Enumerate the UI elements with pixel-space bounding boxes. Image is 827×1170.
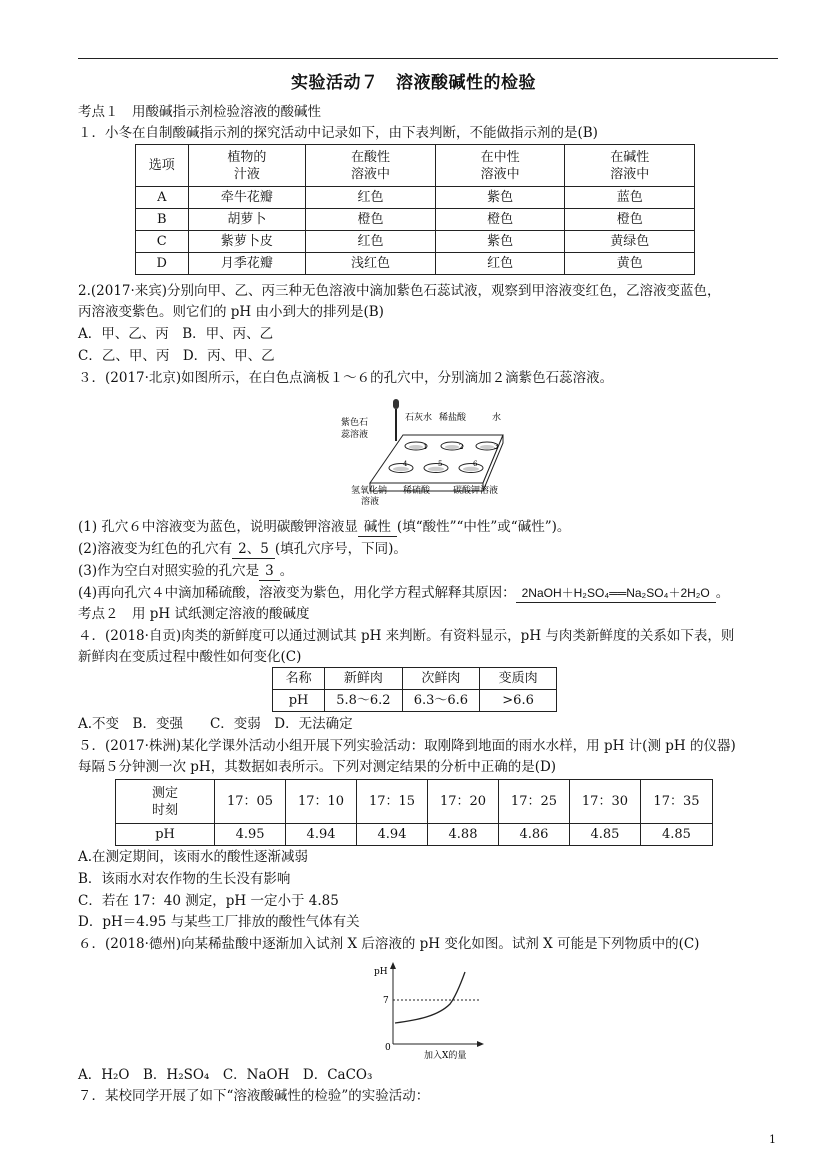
q3-1-tail: (填“酸性”“中性”或“碱性”)。 (396, 519, 571, 535)
indicator-table-header (136, 145, 695, 187)
table-cell: pH (273, 690, 325, 712)
table-cell: 浅红色 (306, 253, 436, 275)
page-title: 实验活动７ 溶液酸碱性的检验 (291, 73, 536, 93)
table-cell: 变质肉 (480, 668, 557, 690)
table-cell: 红色 (435, 253, 565, 275)
tick-7: 7 (383, 996, 389, 1006)
q3-2-text: (2)溶液变为红色的孔穴有 (78, 541, 233, 557)
table-cell: 17：35 (640, 780, 712, 824)
answer-blank: 碱性 (358, 518, 397, 537)
question-5-option-c: C．若在 17：40 测定，pH 一定小于 4.85 (78, 893, 339, 909)
question-3-part-3 (78, 562, 293, 581)
dropper-bulb (393, 399, 399, 409)
hole-label-5: 5 (438, 460, 443, 468)
table-cell: 蓝色 (565, 187, 695, 209)
table-cell: C (136, 231, 189, 253)
label-naoh-1: 氢氧化钠 (351, 486, 388, 496)
label-litmus-1: 紫色石 (341, 418, 369, 428)
table-cell: 紫色 (435, 187, 565, 209)
question-1: １．小冬在自制酸碱指示剂的探究活动中记录如下，由下表判断，不能做指示剂的是(B) (78, 125, 598, 141)
q3-3-tail: 。 (279, 563, 294, 579)
table-cell: 黄色 (565, 253, 695, 275)
label-h2so4: 稀硫酸 (403, 486, 431, 496)
hole-label-1: 1 (423, 443, 428, 451)
spot-plate-figure (335, 395, 510, 505)
section-heading-2: 考点２ 用 pH 试纸测定溶液的酸碱度 (78, 606, 310, 622)
label-naoh-2: 溶液 (361, 497, 380, 505)
table-cell: 17：20 (428, 780, 499, 824)
table-cell: 橙色 (306, 209, 436, 231)
label-hcl: 稀盐酸 (439, 413, 467, 423)
table-row (136, 253, 695, 275)
question-4-options: A.不变 B．变强 C．变弱 D．无法确定 (78, 716, 353, 732)
hole-label-2: 2 (459, 443, 464, 451)
header-cell: 在酸性 溶液中 (306, 145, 436, 187)
ph-curve (395, 972, 465, 1023)
table-cell: 月季花瓣 (188, 253, 306, 275)
table-cell: A (136, 187, 189, 209)
table-cell: 红色 (306, 187, 436, 209)
table-row (136, 187, 695, 209)
y-axis-arrow (390, 962, 396, 969)
question-2-options-2: C．乙、甲、丙 D．丙、甲、乙 (78, 348, 275, 364)
table-cell: 4.94 (357, 824, 428, 846)
question-6: ６．(2018·德州)向某稀盐酸中逐渐加入试剂 X 后溶液的 pH 变化如图。试剂 X 可能是下列物质中的(C) (78, 936, 700, 952)
hole-1-liquid (409, 445, 423, 449)
question-2-options-1: A．甲、乙、丙 B．甲、丙、乙 (78, 326, 274, 342)
header-cell: 测定 时刻 (116, 780, 215, 824)
y-axis-label: pH (374, 967, 388, 977)
table-cell: 17：30 (569, 780, 640, 824)
question-7: ７．某校同学开展了如下“溶液酸碱性的检验”的实验活动： (78, 1088, 430, 1104)
x-axis-arrow (477, 1041, 484, 1047)
section-heading-1: 考点１ 用酸碱指示剂检验溶液的酸碱性 (78, 104, 321, 120)
question-3-part-2 (78, 540, 407, 559)
table-cell: 4.85 (640, 824, 712, 846)
table-cell: 黄绿色 (565, 231, 695, 253)
table-row (116, 824, 713, 846)
header-cell: 选项 (136, 145, 189, 187)
hole-label-3: 3 (494, 443, 499, 451)
table-cell: 5.8～6.2 (325, 690, 403, 712)
question-4-line-2: 新鲜肉在变质过程中酸性如何变化(C) (78, 649, 302, 665)
question-5-line-1: ５．(2017·株洲)某化学课外活动小组开展下列实验活动：取刚降到地面的雨水水样，用 pH 计(测 pH 的仪器) (78, 738, 736, 754)
q3-2-tail: (填孔穴序号，下同)。 (274, 541, 407, 557)
table-cell: 名称 (273, 668, 325, 690)
label-water: 水 (492, 413, 502, 423)
question-5-line-2: 每隔５分钟测一次 pH，其数据如表所示。下列对测定结果的分析中正确的是(D) (78, 759, 557, 775)
table-cell: 4.94 (286, 824, 357, 846)
label-limewater: 石灰水 (405, 413, 433, 423)
label-litmus-2: 蕊溶液 (341, 430, 369, 440)
question-5-option-a: A.在测定期间，该雨水的酸性逐渐减弱 (78, 849, 309, 865)
table-cell: 红色 (306, 231, 436, 253)
table-cell: B (136, 209, 189, 231)
x-axis-label: 加入X的量 (424, 1051, 467, 1060)
table-cell: 6.3～6.6 (402, 690, 480, 712)
table-cell: 新鲜肉 (325, 668, 403, 690)
answer-equation: 2NaOH＋H₂SO₄══Na₂SO₄＋2H₂O (516, 584, 716, 603)
answer-blank: 3 (259, 562, 280, 581)
hole-label-4: 4 (403, 460, 408, 468)
table-cell: 牵牛花瓣 (188, 187, 306, 209)
table-cell: 17：10 (286, 780, 357, 824)
table-cell: pH (116, 824, 215, 846)
q3-1-text: (1) 孔穴６中溶液变为蓝色，说明碳酸钾溶液显 (78, 519, 358, 535)
table-cell: >6.6 (480, 690, 557, 712)
table-row (136, 209, 695, 231)
q3-4-text: (4)再向孔穴４中滴加稀硫酸，溶液变为紫色，用化学方程式解释其原因： (78, 585, 516, 601)
question-3-part-4 (78, 584, 729, 603)
meat-ph-table (272, 667, 557, 712)
question-6-options: A．H₂O B．H₂SO₄ C．NaOH D．CaCO₃ (78, 1067, 373, 1083)
question-3-part-1 (78, 518, 570, 537)
rain-ph-table (115, 779, 713, 846)
answer-blank: 2、5 (232, 540, 275, 559)
table-row (273, 668, 557, 690)
header-cell: 在碱性 溶液中 (565, 145, 695, 187)
question-2-line-1: 2.(2017·来宾)分别向甲、乙、丙三种无色溶液中滴加紫色石蕊试液，观察到甲溶液变红色，乙溶液变蓝色， (78, 283, 721, 299)
table-cell: 17：15 (357, 780, 428, 824)
table-cell: 橙色 (435, 209, 565, 231)
table-cell: 4.86 (498, 824, 569, 846)
question-4-line-1: ４．(2018·自贡)肉类的新鲜度可以通过测试其 pH 来判断。有资料显示，pH 与肉类新鲜度的关系如下表，则 (78, 628, 735, 644)
page-number: 1 (769, 1133, 776, 1146)
table-row (273, 690, 557, 712)
question-5-option-b: B．该雨水对农作物的生长没有影响 (78, 871, 291, 887)
table-cell: 胡萝卜 (188, 209, 306, 231)
label-k2co3: 碳酸钾溶液 (453, 486, 499, 496)
origin-label: 0 (385, 1043, 391, 1053)
table-cell: 17：25 (498, 780, 569, 824)
header-cell: 在中性 溶液中 (435, 145, 565, 187)
hole-3-liquid (480, 445, 494, 449)
question-5-option-d: D．pH＝4.95 与某些工厂排放的酸性气体有关 (78, 914, 360, 930)
q3-3-text: (3)作为空白对照实验的孔穴是 (78, 563, 260, 579)
table-row (116, 780, 713, 824)
indicator-table (135, 144, 695, 275)
table-row (136, 231, 695, 253)
question-2-line-2: 丙溶液变紫色。则它们的 pH 由小到大的排列是(B) (78, 304, 384, 320)
ph-curve-figure (368, 958, 488, 1060)
table-cell: 次鲜肉 (402, 668, 480, 690)
table-cell: 紫色 (435, 231, 565, 253)
table-cell: 17：05 (215, 780, 286, 824)
header-rule (78, 58, 778, 59)
table-cell: 4.88 (428, 824, 499, 846)
q3-4-tail: 。 (715, 585, 730, 601)
hole-label-6: 6 (473, 460, 478, 468)
table-cell: 4.95 (215, 824, 286, 846)
table-cell: D (136, 253, 189, 275)
table-cell: 4.85 (569, 824, 640, 846)
hole-2-liquid (445, 445, 459, 449)
table-cell: 紫萝卜皮 (188, 231, 306, 253)
table-cell: 橙色 (565, 209, 695, 231)
header-cell: 植物的 汁液 (188, 145, 306, 187)
question-3: ３．(2017·北京)如图所示，在白色点滴板１～６的孔穴中，分别滴加２滴紫色石蕊溶液。 (78, 370, 614, 386)
